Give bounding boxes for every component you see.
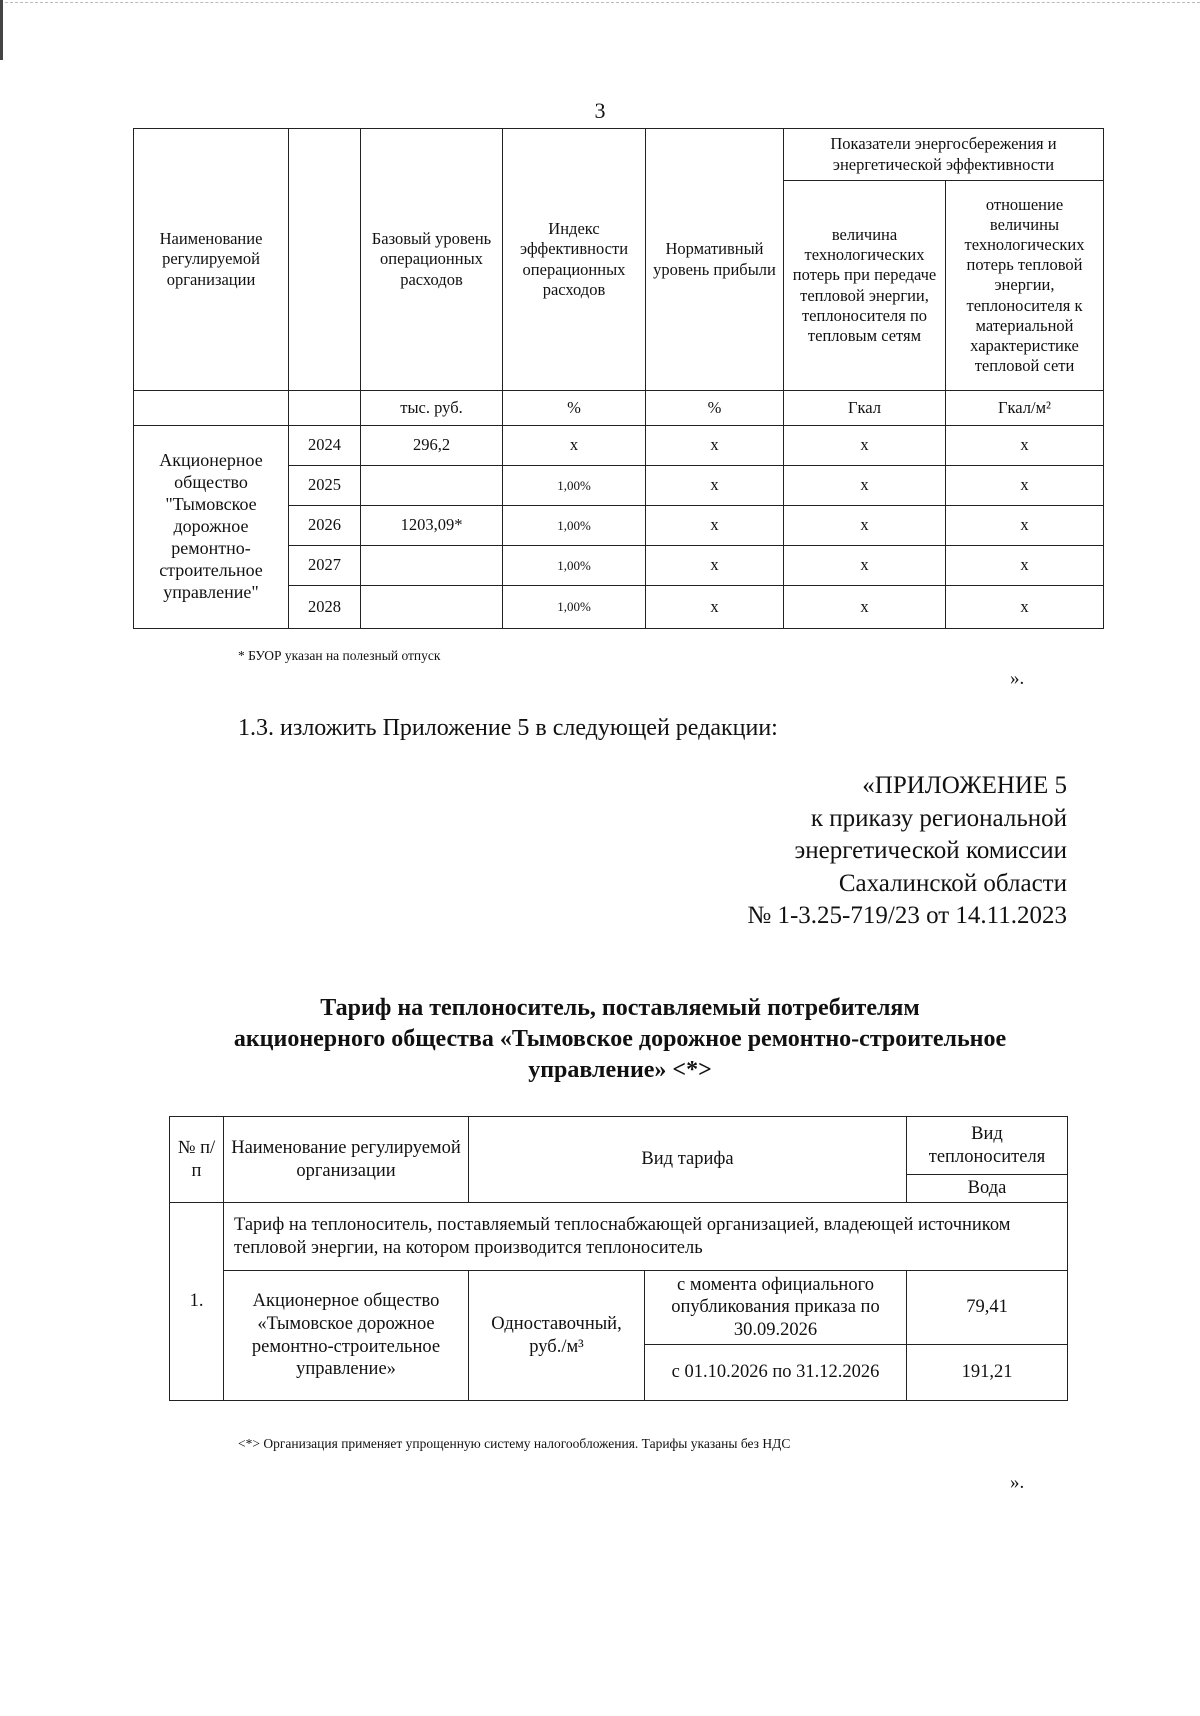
cell-profit: х <box>646 586 784 629</box>
cell-profit: х <box>646 426 784 466</box>
cell-profit: х <box>646 546 784 586</box>
header-losses: величина технологических потерь при передаче тепловой энергии, теплоносителя по тепловым сетям <box>784 181 946 391</box>
row-tariff-type: Одноставочный, руб./м³ <box>469 1271 645 1401</box>
header-year <box>289 129 361 391</box>
cell-losses: х <box>784 426 946 466</box>
annex-title: «ПРИЛОЖЕНИЕ 5 <box>862 772 1067 799</box>
tariff-title-line: управление» <*> <box>528 1057 712 1084</box>
row-num: 1. <box>170 1203 224 1401</box>
cell-base: 1203,09* <box>361 506 503 546</box>
unit-index: % <box>503 391 646 426</box>
header-water: Вода <box>907 1175 1068 1203</box>
cell-losses: х <box>784 546 946 586</box>
cell-year: 2028 <box>289 586 361 629</box>
cell-ratio: х <box>946 426 1104 466</box>
annex-line: Сахалинской области <box>838 869 1067 897</box>
row-org: Акционерное общество «Тымовское дорожное ремонтно-строительное управление» <box>224 1271 469 1401</box>
period-label: с момента официального опубликования приказа по 30.09.2026 <box>645 1271 907 1345</box>
scan-left-edge <box>0 0 3 60</box>
table-row <box>134 426 1104 466</box>
annex-header <box>747 770 1067 933</box>
period-value: 79,41 <box>907 1271 1068 1345</box>
unit-profit: % <box>646 391 784 426</box>
cell-index: х <box>503 426 646 466</box>
header-org: Наименование регулируемой организации <box>224 1117 469 1203</box>
header-carrier: Вид теплоносителя <box>907 1117 1068 1175</box>
cell-base <box>361 586 503 629</box>
cell-ratio: х <box>946 506 1104 546</box>
header-normative-profit: Нормативный уровень прибыли <box>646 129 784 391</box>
cell-losses: х <box>784 466 946 506</box>
cell-ratio: х <box>946 546 1104 586</box>
header-base-level: Базовый уровень операционных расходов <box>361 129 503 391</box>
period-value: 191,21 <box>907 1345 1068 1401</box>
section-title: Тариф на теплоноситель, поставляемый теплоснабжающей организацией, владеющей источником тепловой энергии, на котором производится теплоноситель <box>224 1203 1068 1271</box>
scan-top-edge <box>0 2 1200 3</box>
cell-profit: х <box>646 466 784 506</box>
tariff-title-line: Тариф на теплоноситель, поставляемый потребителям <box>320 995 920 1021</box>
cell-base <box>361 466 503 506</box>
table2-closing-quote: ». <box>1010 1472 1025 1493</box>
cell-base <box>361 546 503 586</box>
units-empty-year <box>289 391 361 426</box>
cell-year: 2024 <box>289 426 361 466</box>
table2-footnote: <*> Организация применяет упрощенную систему налогообложения. Тарифы указаны без НДС <box>238 1436 791 1451</box>
cell-profit: х <box>646 506 784 546</box>
header-num: № п/п <box>170 1117 224 1203</box>
cell-index: 1,00% <box>503 506 646 546</box>
unit-losses: Гкал <box>784 391 946 426</box>
header-org: Наименование регулируемой организации <box>134 129 289 391</box>
cell-index: 1,00% <box>503 586 646 629</box>
header-energy-group: Показатели энергосбережения и энергетической эффективности <box>784 129 1104 181</box>
header-tariff-type: Вид тарифа <box>469 1117 907 1203</box>
cell-base: 296,2 <box>361 426 503 466</box>
unit-base-level: тыс. руб. <box>361 391 503 426</box>
indicators-table <box>133 128 1104 629</box>
table1-closing-quote: ». <box>1010 668 1025 689</box>
amendment-instruction: 1.3. изложить Приложение 5 в следующей редакции: <box>238 715 778 741</box>
cell-year: 2026 <box>289 506 361 546</box>
page-number: 3 <box>594 98 606 123</box>
table1-footnote: * БУОР указан на полезный отпуск <box>238 648 441 663</box>
org-name: Акционерное общество "Тымовское дорожное ремонтно-строительное управление" <box>134 426 289 629</box>
period-label: с 01.10.2026 по 31.12.2026 <box>645 1345 907 1401</box>
annex-order-number: № 1-3.25-719/23 от 14.11.2023 <box>747 902 1067 929</box>
cell-ratio: х <box>946 586 1104 629</box>
header-ratio: отношение величины технологических потерь тепловой энергии, теплоносителя к материальной характеристике тепловой сети <box>946 181 1104 391</box>
cell-losses: х <box>784 586 946 629</box>
cell-index: 1,00% <box>503 466 646 506</box>
cell-ratio: х <box>946 466 1104 506</box>
units-empty-org <box>134 391 289 426</box>
annex-line: к приказу региональной <box>810 804 1067 832</box>
cell-losses: х <box>784 506 946 546</box>
cell-year: 2025 <box>289 466 361 506</box>
tariff-title <box>140 993 1100 1087</box>
header-efficiency-index: Индекс эффективности операционных расходов <box>503 129 646 391</box>
unit-ratio: Гкал/м² <box>946 391 1104 426</box>
annex-line: энергетической комиссии <box>794 837 1067 864</box>
tariff-table <box>169 1116 1068 1401</box>
table-row <box>170 1271 1068 1345</box>
cell-year: 2027 <box>289 546 361 586</box>
cell-index: 1,00% <box>503 546 646 586</box>
tariff-title-line: акционерного общества «Тымовское дорожное ремонтно-строительное <box>233 1026 1007 1053</box>
